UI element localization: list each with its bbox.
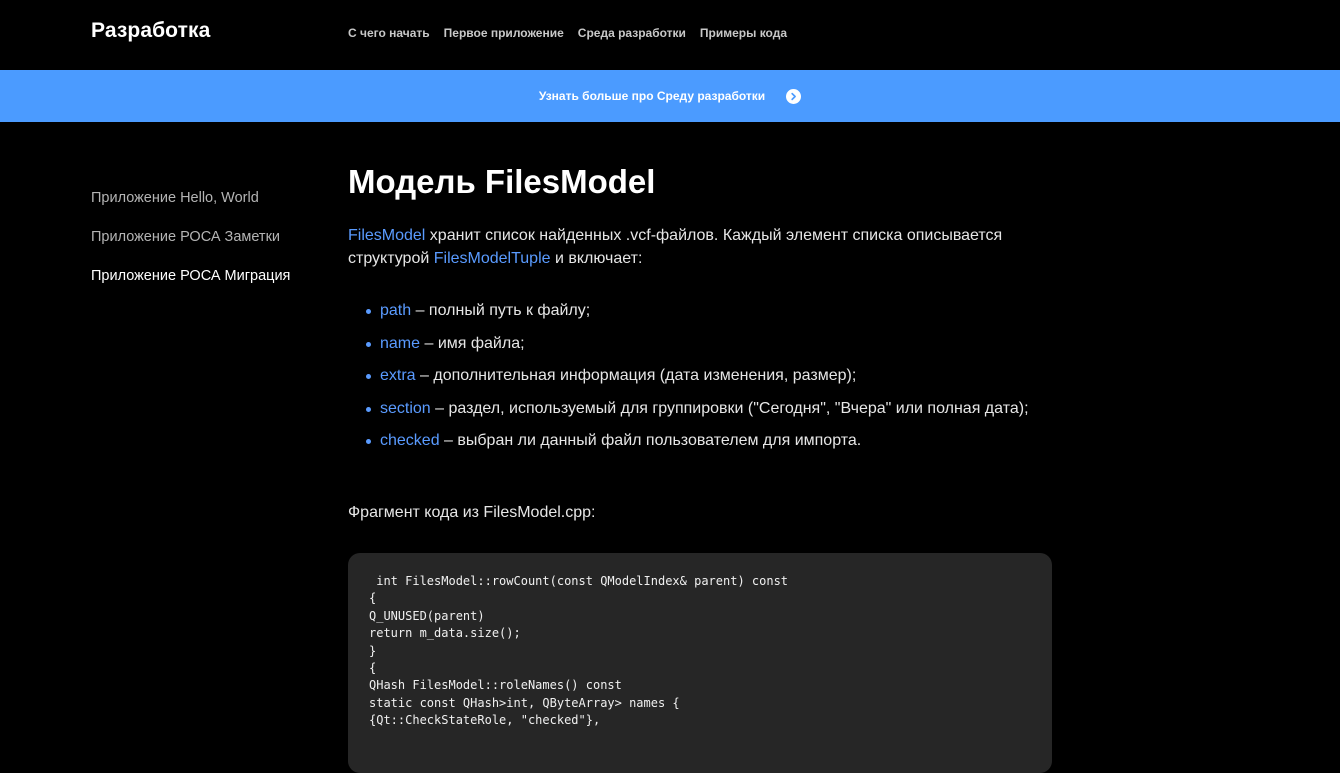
code-block[interactable] <box>348 553 1052 773</box>
nav-getting-started[interactable]: С чего начать <box>348 26 430 40</box>
nav-code-examples[interactable]: Примеры кода <box>699 26 788 40</box>
site-logo[interactable]: Разработка <box>91 19 211 42</box>
prop-desc: – полный путь к файлу; <box>411 302 591 319</box>
intro-text-2: структурой <box>348 250 434 267</box>
nav-dev-environment[interactable]: Среда разработки <box>577 26 686 40</box>
prop-section-link[interactable]: section <box>380 399 431 417</box>
list-item <box>366 300 1052 322</box>
list-item <box>366 398 1052 420</box>
sidebar-item-hello-world[interactable]: Приложение Hello, World <box>91 190 259 206</box>
list-item <box>366 430 1052 452</box>
sidebar <box>91 190 290 307</box>
properties-list <box>348 300 1052 452</box>
sidebar-item-rosa-notes[interactable]: Приложение РОСА Заметки <box>91 229 281 245</box>
prop-desc: – имя файла; <box>420 334 525 352</box>
intro-text-1: хранит список найденных .vcf-файлов. Каждый элемент списка описывается <box>425 227 1003 244</box>
banner-link[interactable] <box>539 89 801 104</box>
promo-banner[interactable] <box>0 70 1340 122</box>
code-text[interactable]: int FilesModel::rowCount(const QModelIndex& parent) const { Q_UNUSED(parent) return m_data.size(); } { QHash FilesModel::roleNames() const static const QHash>int, QByteArray> names { {Qt::CheckStateRole, "checked"}, <box>369 574 789 728</box>
filesmodel-link[interactable]: FilesModel <box>348 227 426 244</box>
chevron-right-circle-icon <box>786 89 801 104</box>
prop-checked-link[interactable]: checked <box>380 432 440 449</box>
prop-name-link[interactable]: name <box>380 334 421 352</box>
article <box>348 160 1052 524</box>
banner-text: Узнать больше про Среду разработки <box>538 89 766 103</box>
site-header <box>0 0 1340 70</box>
filesmodeltuple-link[interactable]: FilesModelTuple <box>433 250 551 267</box>
prop-desc: – выбран ли данный файл пользователем для импорта. <box>439 432 862 449</box>
prop-extra-link[interactable]: extra <box>380 367 416 384</box>
code-fragment-label: Фрагмент кода из FilesModel.cpp: <box>348 504 596 521</box>
sidebar-item-rosa-migration[interactable]: Приложение РОСА Миграция <box>91 268 291 284</box>
prop-path-link[interactable]: path <box>380 302 412 319</box>
prop-desc: – раздел, используемый для группировки ("Сегодня", "Вчера" или полная дата); <box>430 399 1029 417</box>
list-item <box>366 365 1052 387</box>
top-nav <box>348 26 787 40</box>
nav-first-app[interactable]: Первое приложение <box>443 26 564 40</box>
intro-text-3: и включает: <box>550 250 643 267</box>
list-item <box>366 333 1052 355</box>
intro-paragraph <box>348 224 1052 270</box>
prop-desc: – дополнительная информация (дата изменения, размер); <box>415 367 857 384</box>
page-title: Модель FilesModel <box>348 163 656 200</box>
